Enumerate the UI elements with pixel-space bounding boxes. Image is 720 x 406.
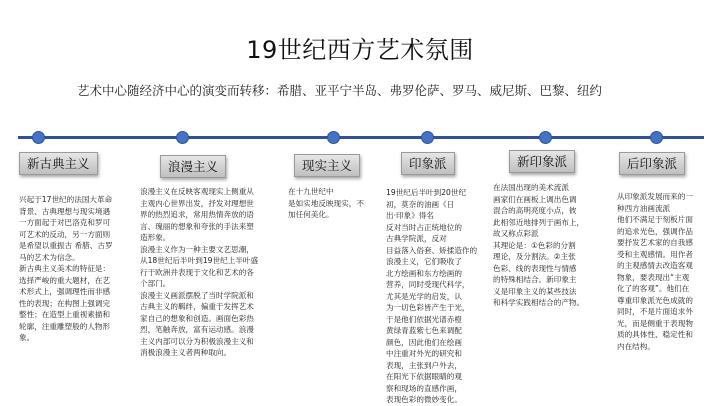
era-description-impressionism: 19世纪后半叶到20世纪 初，莫奈的油画《日 出·印象》得名 反对当时占正统地位的 古典学院派，反对 目益落入俗套、矫揉造作的 浪漫主义，它们吸收了 北方绘画和东方绘画的 营养，同时受现代科学， 尤其是光学的启发，认 为一切色彩皆产生于光， 于是他们依据光谱赤橙 黄绿青蓝紫七色来调配 颜色，因此他们在绘画 中注重对外光的研究和 表现，主张到户外去， 在阳光下依据眼睛的观 察和现场的直感作画， 表现色彩的微妙变化。 xyxy=(386,188,478,404)
era-description-post-impressionism: 从印象派发展而来的一 种西方油画流派 他们不满足于刻板片面 的追求光色，强调作品 要抒发艺术家的自我感 受和主观感情。用作者 的主观感情去改造客观 物象，要表现出“主观 化了的客观”。他们在 尊重印象派光色成就的 同时，不是片面追求外 光，而是侧重于表现物 质的具体性、稳定性和 内在结构。 xyxy=(617,192,693,351)
era-description-romanticism: 浪漫主义在反映客观现实上侧重从 主观内心世界出发，抒发对理想世 界的热烈追求，常用热情奔放的语 言、瑰丽的想象和夸张的手法来塑 造形象。 浪漫主义作为一种主要文艺思潮， 从18世纪后半叶到19世纪上半叶盛 行于欧洲并表现于文化和艺术的各 个部门。 浪漫主义画派摆脱了当时学院派和 古典主义的羁绊，偏重于发挥艺术 家自己的想象和创造。画面色彩热 烈，笔触奔放，富有运动感。浪漫 主义内部可以分为积极浪漫主义和 消极浪漫主义者两种取向。 xyxy=(140,187,259,357)
timeline-dot-3 xyxy=(327,131,340,144)
page-subtitle: 艺术中心随经济中心的演变而转移：希腊、亚平宁半岛、弗罗伦萨、罗马、威尼斯、巴黎、纽约 xyxy=(77,83,603,98)
era-label-neoclassicism: 新古典主义 xyxy=(19,152,98,175)
era-label-realism: 现实主义 xyxy=(294,154,360,177)
era-description-neo-impressionism: 在法国出现的美术流派 画家们在画板上调出色调 混合的高明亮度小点，彼 此相邻近地排列于画布上， 故又称点彩派 其理论是：①色彩的分割 理论，及分割法。②主张 色彩、线的表现性与情感 的特殊相结合。新印象主 义是印象主义的某些技法 和科学实践相结合的产物。 xyxy=(493,183,585,307)
era-description-realism: 在十九世纪中 是如实地反映现实，不 加任何美化。 xyxy=(288,187,364,219)
timeline-dot-2 xyxy=(176,131,189,144)
era-label-romanticism: 浪漫主义 xyxy=(160,155,226,178)
era-label-post-impressionism: 后印象派 xyxy=(619,152,685,175)
timeline-dot-1 xyxy=(32,131,45,144)
era-label-neo-impressionism: 新印象派 xyxy=(509,150,575,173)
era-description-neoclassicism: 兴起于17世纪的法国大革命 背景、古典理想与现实境遇 一方面起于对巴洛克和罗可 可艺术的反动，另一方面则 是希望以重振古 希腊、古罗 马的艺术为信念。 新古典主义美术的特征是： 选择严峻的重大题材，在艺 术形式上，强调理性而非感 性的表现；在构图上强调完 整性；在造型上重视素描和 轮廓，注重雕塑般的人物形 象。 xyxy=(19,195,113,342)
timeline-line xyxy=(18,136,704,139)
timeline-dot-4 xyxy=(421,131,434,144)
era-label-impressionism: 印象派 xyxy=(401,152,455,175)
timeline-dot-5 xyxy=(539,131,552,144)
timeline-dot-6 xyxy=(650,131,663,144)
page-title: 19世纪西方艺术氛围 xyxy=(246,36,474,64)
